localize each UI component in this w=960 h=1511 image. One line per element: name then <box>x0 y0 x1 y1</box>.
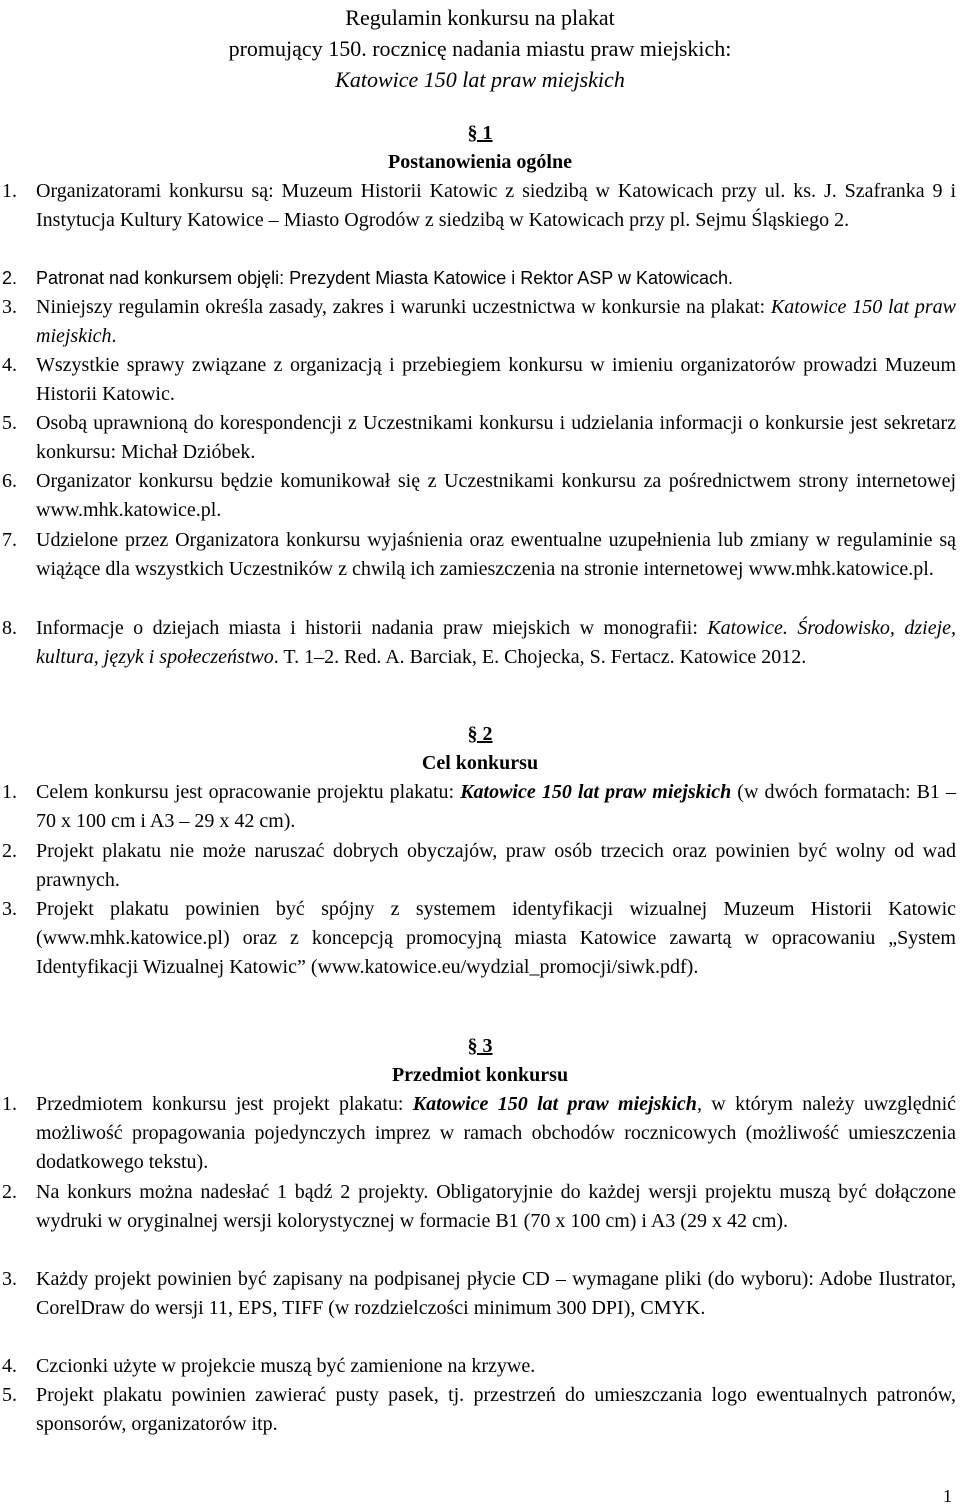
section-1-item-8: 8. Informacje o dziejach miasta i historii nadania praw miejskich w monografii: Katowice. Środowisko, dzieje, kultura, język i społeczeństwo. T. 1–2. Red. A. Barciak, E. Chojecka, S. Fertacz. Katowice 2012. <box>2 617 957 668</box>
section-3-item-5: 5. Projekt plakatu powinien zawierać pusty pasek, tj. przestrzeń do umieszczania logo ewentualnych patronów, sponsorów, organizatorów itp. <box>2 1384 956 1435</box>
section-2-item-2: 2. Projekt plakatu nie może naruszać dobrych obyczajów, praw osób trzecich oraz powinien być wolny od wad prawnych. <box>2 840 956 891</box>
section-1-item-3: 3. Niniejszy regulamin określa zasady, zakres i warunki uczestnictwa w konkursie na plakat: Katowice 150 lat praw miejskich. <box>2 296 956 347</box>
section-3-heading <box>0 1032 960 1090</box>
section-1-item-7: 7. Udzielone przez Organizatora konkursu wyjaśnienia oraz ewentualne uzupełnienia lub zmiany w regulaminie są wiążące dla wszystkich Uczestników z chwilą ich zamieszczenia na stronie internetowej www.mhk.katowice.pl. <box>2 529 956 580</box>
section-1-paragraph-sign: § 1 <box>467 122 493 144</box>
section-1-item-5: 5. Osobą uprawnioną do korespondencji z Uczestnikami konkursu i udzielania informacji o konkursie jest sekretarz konkursu: Michał Dzióbek. <box>2 412 956 463</box>
section-2-paragraph-sign: § 2 <box>467 723 493 745</box>
section-3-name: Przedmiot konkursu <box>391 1064 569 1086</box>
section-2-name: Cel konkursu <box>421 752 539 774</box>
title-line-3: Katowice 150 lat praw miejskich <box>335 67 625 92</box>
section-3-item-4: 4. Czcionki użyte w projekcie muszą być zamienione na krzywe. <box>2 1355 536 1377</box>
section-2-item-1: 1. Celem konkursu jest opracowanie projektu plakatu: Katowice 150 lat praw miejskich (w dwóch formatach: B1 – 70 x 100 cm i A3 – 29 x 42 cm). <box>2 781 957 832</box>
section-3-item-3: 3. Każdy projekt powinien być zapisany na podpisanej płycie CD – wymagane pliki (do wyboru): Adobe Ilustrator, CorelDraw do wersji 11, EPS, TIFF (w rozdzielczości minimum 300 DPI), CMYK. <box>2 1268 956 1319</box>
document-title <box>0 2 960 95</box>
section-1-item-4: 4. Wszystkie sprawy związane z organizacją i przebiegiem konkursu w imieniu organizatorów prowadzi Muzeum Historii Katowic. <box>2 354 956 405</box>
section-1-item-2: 2. Patronat nad konkursem objęli: Prezydent Miasta Katowice i Rektor ASP w Katowicach. <box>2 268 734 288</box>
section-2-heading <box>0 720 960 778</box>
section-1-item-6: 6. Organizator konkursu będzie komunikował się z Uczestnikami konkursu za pośrednictwem strony internetowej www.mhk.katowice.pl. <box>2 470 956 521</box>
section-1-heading <box>0 119 960 177</box>
section-1-item-1: 1. Organizatorami konkursu są: Muzeum Historii Katowic z siedzibą w Katowicach przy ul. ks. J. Szafranka 9 i Instytucja Kultury Katowice – Miasto Ogrodów z siedzibą w Katowicach przy pl. Sejmu Śląskiego 2. <box>2 180 956 231</box>
title-line-1: Regulamin konkursu na plakat <box>345 5 615 30</box>
section-3-item-2: 2. Na konkurs można nadesłać 1 bądź 2 projekty. Obligatoryjnie do każdej wersji projektu muszą być dołączone wydruki w oryginalnej wersji kolorystycznej w formacie B1 (70 x 100 cm) i A3 (29 x 42 cm). <box>2 1181 956 1232</box>
section-3-item-1: 1. Przedmiotem konkursu jest projekt plakatu: Katowice 150 lat praw miejskich, w którym należy uwzględnić możliwość propagowania pojedynczych imprez w ramach obchodów rocznicowych (możliwość umieszczenia dodatkowego tekstu). <box>2 1093 957 1173</box>
page-number: 1 <box>943 1486 952 1506</box>
title-line-2: promujący 150. rocznicę nadania miastu praw miejskich: <box>228 36 732 61</box>
section-1-name: Postanowienia ogólne <box>388 151 572 173</box>
section-3-paragraph-sign: § 3 <box>467 1035 493 1057</box>
section-2-item-3: 3. Projekt plakatu powinien być spójny z systemem identyfikacji wizualnej Muzeum Historii Katowic (www.mhk.katowice.pl) oraz z koncepcją promocyjną miasta Katowice zawartą w opracowaniu „System Identyfikacji Wizualnej Katowic” (www.katowice.eu/wydzial_promocji/siwk.pdf). <box>2 898 956 978</box>
